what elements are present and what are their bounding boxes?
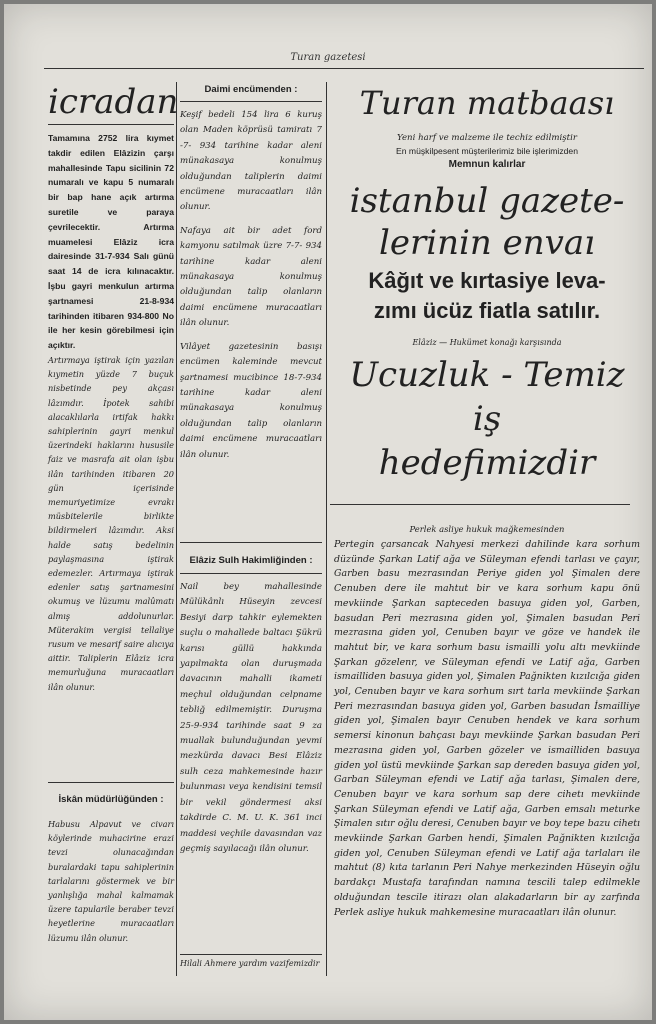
ad-big-2a: Kâğıt ve kırtasiye leva- [368,268,606,293]
sulh-body: Nail bey mahallesinde Mülükânlı Hüseyin zevcesi Besiyi darp tahkir eylemekten suçlu o mahallede baltacı Şükrü karısı güllü hakkında yapılmakta olan duruşmada davacının mahalli ikameti meçhul olduğundan celpname tebliğ edilmemiştir. Duruşma 25-9-934 tarihinde saat 9 za muallak bulunduğundan yevmi mezkürda davacı Besi Elâziz sulh ceza mahkemesinde hazır bulunması veya kendisini temsil bir vekil göndermesi aksi takdirde C. M. U. K. 361 inci maddesi veçhile davasından vaz geçmiş sayılacağı ilân olunur. [180,582,322,854]
perlek-court-notice [334,524,640,920]
icradan-notice-italic: Artırmaya iştirak için yazılan kıymetin yüzde 7 buçuk nisbetinde pey akçası lâzımdır. İpotek sahibi alacaklılarla irtifak hakkı sahiplerinin gayri menkul üzerindeki haklarını hususile faiz ve masrafa ait olan işbu ilân tarihinden itibaren 20 gün içerisinde memuriyetimize evrakı müsbitelerile birlikte bildirmeleri lâzımdır. Aksi halde satış bedelinin paylaşmasına iştirak edemezler. Artırmaya iştirak edenler satış şartnamesini okumuş ve lüzumu malûmatı almış addolunurlar. Müterakim vergisi tellaliye rusum ve mesarif saire alıcıya aittir. Taliplerin Elâziz icra memurluğuna muracaatları ilân olunur. [48,354,174,692]
column-icradan [48,82,179,694]
sulh-rule [180,542,322,543]
column-daimi-encumen [180,84,322,463]
daimi-encumen-rule [180,101,322,102]
ad-big-2b: zımı ücüz fiatla satılır. [373,298,601,323]
ad-line-2: En müşkilpesent müşterilerimiz bile işlerimizden [396,146,578,156]
daimi-encumen-p3: Vilâyet gazetesinin basışı encümen kaleminde mevcut şartnamesi mucibince 18-7-934 tarihine kadar aleni münakasaya konulmuş olduğundan talip olanların daimi encümene muracaatları ilân olunur. [180,341,322,460]
court-rule [330,504,630,505]
ad-line-1: Yeni harf ve malzeme ile techiz edilmiştir [397,133,577,143]
sulh-title-rule [180,573,322,574]
turan-matbaasi-ad [334,84,640,485]
ad-slogan-1: Ucuzluk - Temiz iş [349,355,625,439]
ad-big-1a: istanbul gazete- [349,181,625,221]
icradan-notice-bold: Tamamına 2752 lira kıymet takdir edilen Elâzizin çarşı mahallesinde Tapu sicilinin 72 numaralı ve kapu 5 numaralı bir bap hane açık artırma suretile ve paraya çevrilecektir. Artırma muamelesi Elâziz icra dairesinde 31-7-934 Salı günü saat 14 de icra kılınacaktır. İşbu gayri menkulun artırma şartnamesi 21-8-934 tarihinden itibaren 934-800 No ile her kesin görebilmesi için açıktır. [48,133,174,351]
header-rule [44,68,644,69]
ad-address: Elâziz — Hukümet konağı karşısında [412,338,562,347]
sulh-title: Elâziz Sulh Hakimliğinden : [189,555,313,566]
iskan-rule [48,782,174,783]
newspaper-page [4,4,652,1020]
column-rule-2 [326,82,327,976]
ad-big-1b: lerinin envaı [379,223,595,263]
column-iskan [48,794,174,945]
court-body: Pertegin çarsancak Nahyesi merkezi dahilinde kara sorhum düzünde Şarkan Latif ağa ve Süleyman efendi tarlası ve çayır, Garben basu mezrasından Periye giden yol Şimalen dere Cenuben dere ile mahtut bir ve kara sorhum kapu önü mevkiinde Şarkan sapteceden basuya giden yol, Garben, basudan Peri mezrasına giden yol, Şimalen basudan Peri mezrasına giden yol, Cenuben bayır ve göze ve handek ile mahtut bir, ve kara sorhum basu ismailli yolu altı mevkiinde Şarkan gözelenr, ve Süleyman efendi ve Latif ağa, Garben ismailliden basuya giden yol, Şimalen Pağnikten kızılcığa giden yol, Cenuben bayır ve kara sorhum sırt tarla mevkiinde Şarkan Peri mezrasından basuya giden yol, Garben basudan İsmailliye giden yol, Şimalen bayır Cenuben hendek ve kara sorhum semersi kinonun bahçası bayı mevkiinde Şarkan basudan Peri mezrasına giden yol, Garben gözeler ve ismailliden basuya giden yol üstü mevkiinde Şarkan sap dereden basuya giden yol, Garban Süleyman efendi ve Latif ağa tarlası, Şimalen dere, Cenuben bayır ve kara sorhum sap dere cihetı mevkiinde Şarkan Süleyman efendi ve Latif ağa, Garben emsalı meturke Şimalen sıtır oğlu deresi, Cenuben bayır ve boy tepe bazu cihetı mevkiinde Şarkan Garben hendi, Şimalen Pağnikten kızılcığa giden yol, Cenuben Süleyman efendi ve Latif ağa tarlaları ile mahtut (8) kıta tarlanın Peri Nahye merkezinden Hüseyin oğlu bardakçı Mustafa tarafından namına tescili talep edilmekle olduğundan tescile itirazı olan alakadarların bir ay zarfında Perlek asliye hukuk mahkemesine muracaatları ilân olunur. [334,539,640,918]
ad-slogan-2: hedefimizdir [378,443,596,483]
icradan-heading: icradan [48,82,179,122]
iskan-body: Habusu Alpavut ve civarı köylerinde muhacirine erazi tevzi olunacağından buralardaki tapu sahiplerinin tarlalarını göstermek ve bir yanlışlığa mahal kalmamak üzere tapularile beraber tevzi heyetlerine muracaatları lüzumu ilân olunur. [48,819,174,943]
iskan-title: İskân müdürlüğünden : [58,794,164,805]
signature-rule [180,954,322,955]
daimi-encumen-p1: Keşif bedeli 154 lira 6 kuruş olan Maden köprüsü tamiratı 7 -7- 934 tarihine kadar aleni münakasaya konulmuş olduğundan taliplerin daimi encümene muracaatları ilân olunur. [180,110,322,213]
ad-title: Turan matbaası [359,84,615,122]
court-title: Perlek asliye hukuk mağkemesinden [409,524,565,534]
signature-note: Hilali Ahmere yardım vazifemizdir [180,959,320,968]
ad-line-3: Memnun kalırlar [448,159,526,170]
daimi-encumen-p2: Nafaya ait bir adet ford kamyonu satılmak üzre 7-7- 934 tarihine kadar aleni münakasaya konulmuş olduğundan talip olanların daimi encümene muracaatları ilân olunur. [180,225,322,329]
daimi-encumen-title: Daimi encümenden : [204,84,298,95]
page-header-title: Turan gazetesi [290,52,366,63]
icradan-rule [48,124,174,125]
column-rule-1 [176,82,177,976]
column-sulh-hakimligi [180,554,322,857]
